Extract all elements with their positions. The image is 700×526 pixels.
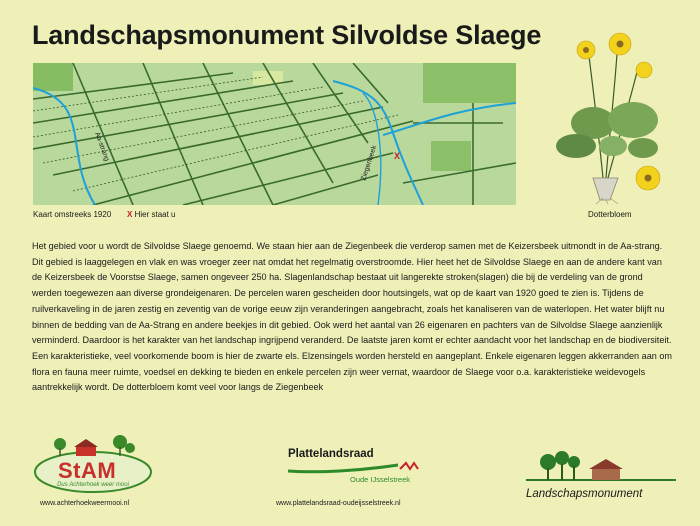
plattelandsraad-url: www.plattelandsraad-oudeijsselstreek.nl <box>276 500 401 507</box>
page-title: Landschapsmonument Silvoldse Slaege <box>32 20 542 50</box>
map-label-ziegenbeek: Ziegenbeek <box>360 144 379 182</box>
body-paragraph: Het gebied voor u wordt de Silvoldse Slaege genoemd. We staan hier aan de Ziegenbeek die verderop samen met de Keizersbeek uitmondt in de Aa-strang. Dit gebied is laaggelegen en vlak en was vroeger zeer nat omdat het regelmatig overstroomde. Hier heet het de Silvoldse Slaege en aan de andere kant van de Keizersbeek de Voorstse Slaege, samen ongeveer 250 ha. Slagenlandschap bestaat uit langerekte stroken(slagen) die bij de verdeling van de grond werden toegewezen aan diverse grondeigenaren. De percelen waren gescheiden door houtsingels, wat op de kaart van 1920 goed te zien is. Tijdens de ruilverkaveling in de jaren zestig en zeventig van de vorige eeuw zijn veranderingen aangebracht, zoals het kanaliseren van de waterlopen. Het water blijft nu binnen de bedding van de Aa-Strang en andere beekjes in dit gebied. Ook werd het aantal van 26 eigenaren en pachters van de Silvoldse Slaege aanzienlijk verminderd. Daardoor is het karakter van het landschap ingrijpend veranderd. De laatste jaren komt er echter aandacht voor het landschap en de biodiversiteit. Een karakteristieke, veel voorkomende boom is hier de zwarte els. Elzensingels worden hersteld en aangeplant. Enkele eigenaren leggen akkerranden aan om flora en fauna meer ruimte, voedsel en dekking te bieden en enkele percelen zijn weer vernat, waardoor de Slaege voor o.a. karakteristieke weidevogels aantrekkelijk wordt. De dotterbloem komt veel voor langs de Ziegenbeek <box>32 241 672 393</box>
map-caption: Kaart omstreeks 1920 <box>33 210 112 219</box>
map-label-aa-strang: Aa-strang <box>93 131 111 163</box>
legend-marker: X <box>127 210 133 219</box>
plattelandsraad-logo <box>288 448 428 488</box>
map-location-marker: X <box>394 151 401 161</box>
map-legend <box>127 210 175 219</box>
plattelandsraad-sub: Oude IJsselstreek <box>350 475 411 484</box>
legend-label: Hier staat u <box>134 210 176 219</box>
landschapsmonument-name: Landschapsmonument <box>526 488 643 500</box>
stam-url: www.achterhoekweermooi.nl <box>40 500 130 507</box>
stam-logo-tagline: Dus Achterhoek weer mooi <box>57 482 129 488</box>
plattelandsraad-name: Plattelandsraad <box>288 448 374 460</box>
illustration-caption: Dotterbloem <box>588 210 632 219</box>
landschapsmonument-logo <box>526 448 676 508</box>
stam-logo <box>28 430 158 500</box>
historic-map <box>33 63 516 205</box>
marsh-marigold-illustration <box>548 28 666 204</box>
stam-logo-name: StAM <box>58 458 117 483</box>
